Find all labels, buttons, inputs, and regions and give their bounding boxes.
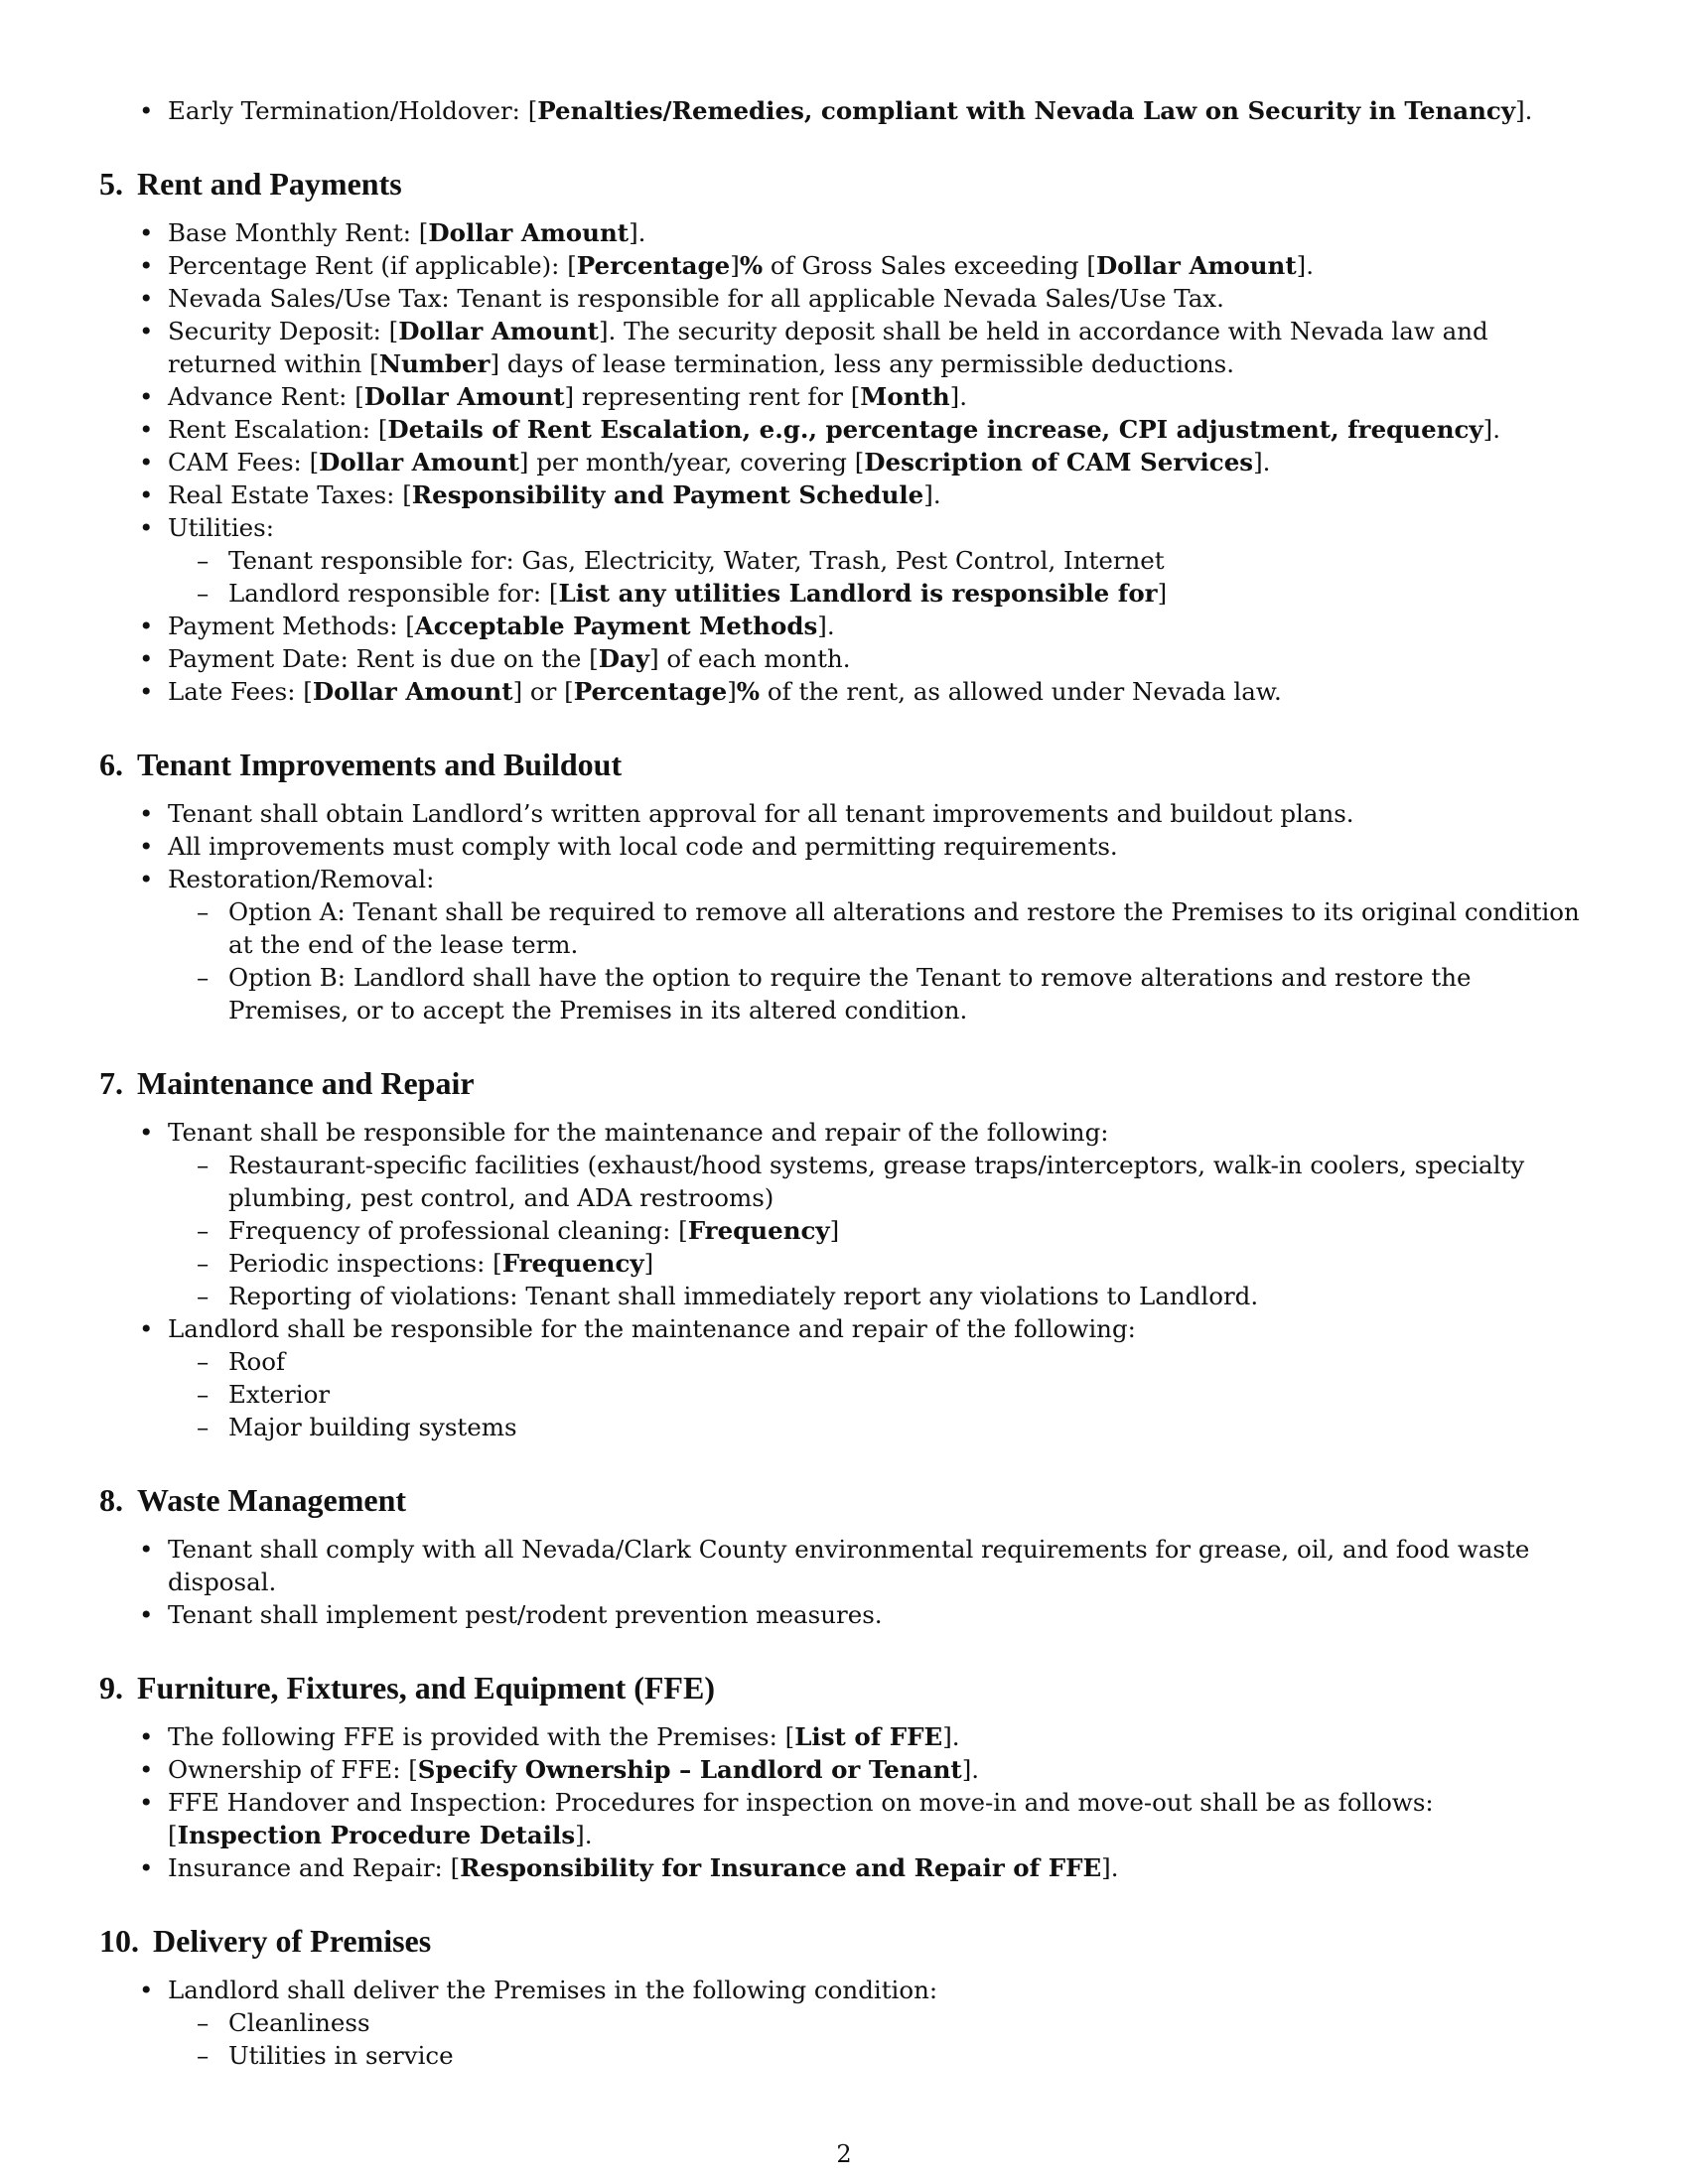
rent-payments-list (99, 216, 1589, 708)
sublist-item: – Landlord responsible for: [List any utilities Landlord is responsible for] (168, 577, 1589, 610)
list-item: • Advance Rent: [Dollar Amount] representing rent for [Month]. (99, 380, 1589, 413)
restoration-sublist (168, 895, 1589, 1026)
section-heading-ffe: 9. Furniture, Fixtures, and Equipment (FFE) (99, 1670, 715, 1706)
delivery-premises-list (99, 1974, 1589, 2072)
list-item: • Early Termination/Holdover: [Penalties/Remedies, compliant with Nevada Law on Security in Tenancy]. (99, 94, 1589, 127)
sublist-item: – Option A: Tenant shall be required to remove all alterations and restore the Premises to its original condition at the end of the lease term. (168, 895, 1589, 961)
ffe-list (99, 1720, 1589, 1884)
page-number: 2 (836, 2140, 852, 2168)
landlord-maintenance-sublist (168, 1345, 1589, 1443)
list-item: • Insurance and Repair: [Responsibility for Insurance and Repair of FFE]. (99, 1851, 1589, 1884)
tenant-improvements-list (99, 797, 1589, 1026)
list-item: • Tenant shall comply with all Nevada/Clark County environmental requirements for grease, oil, and food waste disposal. (99, 1533, 1589, 1598)
list-item: • Security Deposit: [Dollar Amount]. The security deposit shall be held in accordance with Nevada law and returned within [Number] days of lease termination, less any permissible deductions. (99, 315, 1589, 380)
list-item: • Ownership of FFE: [Specify Ownership – Landlord or Tenant]. (99, 1753, 1589, 1786)
list-item: • Payment Date: Rent is due on the [Day] of each month. (99, 642, 1589, 675)
list-item: • Landlord shall deliver the Premises in the following condition: – Cleanliness – Utilities in service (99, 1974, 1589, 2072)
sublist-item: – Periodic inspections: [Frequency] (168, 1247, 1589, 1280)
section-heading-maintenance-repair: 7. Maintenance and Repair (99, 1065, 475, 1101)
list-item: • FFE Handover and Inspection: Procedures for inspection on move-in and move-out shall be as follows: [Inspection Procedure Details]. (99, 1786, 1589, 1851)
sublist-item: – Roof (168, 1345, 1589, 1378)
list-item: • Tenant shall be responsible for the maintenance and repair of the following: – Restaurant-specific facilities (exhaust/hood systems, grease traps/interceptors, walk-in coolers, specialty plumbing, pest control, and ADA restrooms) – Frequency of professional cleaning: [Frequency] – Periodic inspections: [Frequency] – Reporting of violations: Tenant shall immediately report any violations to Landlord. (99, 1116, 1589, 1312)
list-item: • Landlord shall be responsible for the maintenance and repair of the following: – Roof – Exterior – Major building systems (99, 1312, 1589, 1443)
maintenance-list (99, 1116, 1589, 1443)
section-heading-tenant-improvements: 6. Tenant Improvements and Buildout (99, 747, 623, 782)
list-item: • Utilities: – Tenant responsible for: Gas, Electricity, Water, Trash, Pest Control, Internet – Landlord responsible for: [List any utilities Landlord is responsible for] (99, 511, 1589, 610)
intro-list (99, 94, 1589, 127)
section-heading-delivery-premises: 10. Delivery of Premises (99, 1923, 432, 1959)
sublist-item: – Cleanliness (168, 2006, 1589, 2039)
list-item: • Payment Methods: [Acceptable Payment Methods]. (99, 610, 1589, 642)
section-heading-rent-payments: 5. Rent and Payments (99, 166, 402, 202)
list-item: • Tenant shall implement pest/rodent prevention measures. (99, 1598, 1589, 1631)
list-item: • Nevada Sales/Use Tax: Tenant is responsible for all applicable Nevada Sales/Use Tax. (99, 282, 1589, 315)
list-item: • Restoration/Removal: – Option A: Tenant shall be required to remove all alterations and restore the Premises to its original condition at the end of the lease term. – Option B: Landlord shall have the option to require the Tenant to remove alterations and restore the Premises, or to accept the Premises in its altered condition. (99, 863, 1589, 1026)
delivery-conditions-sublist (168, 2006, 1589, 2072)
list-item: • Rent Escalation: [Details of Rent Escalation, e.g., percentage increase, CPI adjustment, frequency]. (99, 413, 1589, 446)
list-item: • All improvements must comply with local code and permitting requirements. (99, 830, 1589, 863)
list-item: • The following FFE is provided with the Premises: [List of FFE]. (99, 1720, 1589, 1753)
tenant-maintenance-sublist (168, 1149, 1589, 1312)
document-page (99, 94, 1589, 2072)
sublist-item: – Reporting of violations: Tenant shall immediately report any violations to Landlord. (168, 1280, 1589, 1312)
list-item: • Late Fees: [Dollar Amount] or [Percentage]% of the rent, as allowed under Nevada law. (99, 675, 1589, 708)
sublist-item: – Restaurant-specific facilities (exhaust/hood systems, grease traps/interceptors, walk-in coolers, specialty plumbing, pest control, and ADA restrooms) (168, 1149, 1589, 1214)
sublist-item: – Option B: Landlord shall have the option to require the Tenant to remove alterations and restore the Premises, or to accept the Premises in its altered condition. (168, 961, 1589, 1026)
utilities-sublist (168, 544, 1589, 610)
sublist-item: – Frequency of professional cleaning: [Frequency] (168, 1214, 1589, 1247)
sublist-item: – Utilities in service (168, 2039, 1589, 2072)
sublist-item: – Exterior (168, 1378, 1589, 1411)
waste-management-list (99, 1533, 1589, 1631)
sublist-item: – Tenant responsible for: Gas, Electricity, Water, Trash, Pest Control, Internet (168, 544, 1589, 577)
list-item: • Percentage Rent (if applicable): [Percentage]% of Gross Sales exceeding [Dollar Amount]. (99, 249, 1589, 282)
list-item: • Tenant shall obtain Landlord’s written approval for all tenant improvements and buildout plans. (99, 797, 1589, 830)
list-item: • Base Monthly Rent: [Dollar Amount]. (99, 216, 1589, 249)
list-item: • Real Estate Taxes: [Responsibility and Payment Schedule]. (99, 478, 1589, 511)
section-heading-waste-management: 8. Waste Management (99, 1482, 407, 1518)
list-item: • CAM Fees: [Dollar Amount] per month/year, covering [Description of CAM Services]. (99, 446, 1589, 478)
sublist-item: – Major building systems (168, 1411, 1589, 1443)
